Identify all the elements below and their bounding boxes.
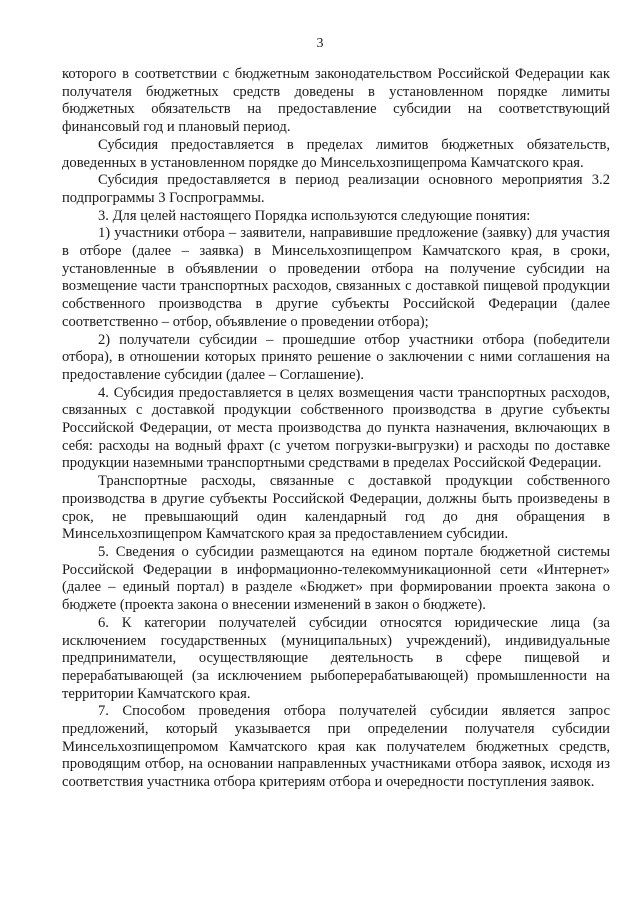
page-number: 3 [316,36,324,51]
paragraph-item-3-1: 1) участники отбора – заявители, направившие предложение (заявку) для участия в отборе (далее – заявка) в Минсельхозпищепром Камчатского края, в сроки, установленные в объявлении о проведении отбора на получение субсидии на возмещение части транспортных расходов, связанных с доставкой пищевой продукции собственного производства в другие субъекты Российской Федерации (далее соответственно – отбор, объявление о проведении отбора); [62,225,610,330]
paragraph-item-5: 5. Сведения о субсидии размещаются на едином портале бюджетной системы Российской Федерации в информационно-телекоммуникационной сети «Интернет» (далее – единый портал) в разделе «Бюджет» при формировании проекта закона о бюджете (проекта закона о внесении изменений в закон о бюджете). [62,543,610,614]
paragraph-subsidy-period: Субсидия предоставляется в период реализации основного мероприятия 3.2 подпрограммы 3 Госпрограммы. [62,172,610,206]
paragraph-subsidy-limits: Субсидия предоставляется в пределах лимитов бюджетных обязательств, доведенных в установленном порядке до Минсельхозпищепрома Камчатского края. [62,136,610,171]
document-body [62,66,610,792]
paragraph-item-6: 6. К категории получателей субсидии относятся юридические лица (за исключением государственных (муниципальных) учреждений), индивидуальные предприниматели, осуществляющие деятельность в сфере пищевой и перерабатывающей (за исключением рыбоперерабатывающей) промышленности на территории Камчатского края. [62,614,610,702]
paragraph-item-7: 7. Способом проведения отбора получателей субсидии является запрос предложений, который указывается при определении получателя субсидии Минсельхозпищепромом Камчатского края как получателем бюджетных средств, проводящим отбор, на основании направленных участниками отбора заявок, исходя из соответствия участника отбора критериям отбора и очередности поступления заявок. [62,703,610,791]
paragraph-item-3-2: 2) получатели субсидии – прошедшие отбор участники отбора (победители отбора), в отношении которых принято решение о заключении с ними соглашения на предоставление субсидии (далее – Соглашение). [62,331,610,383]
paragraph-item-3: 3. Для целей настоящего Порядка используются следующие понятия: [98,207,531,224]
paragraph-transport-costs: Транспортные расходы, связанные с доставкой продукции собственного производства в другие субъекты Российской Федерации, должны быть произведены в срок, не превышающий один календарный год до дня обращения в Минсельхозпищепром Камчатского края за предоставлением субсидии. [62,473,610,543]
paragraph-continuation: которого в соответствии с бюджетным законодательством Российской Федерации как получателя бюджетных средств доведены в установленном порядке лимиты бюджетных обязательств на предоставление субсидии на соответствующий финансовый год и плановый период. [62,66,610,136]
paragraph-item-4: 4. Субсидия предоставляется в целях возмещения части транспортных расходов, связанных с доставкой продукции собственного производства в другие субъекты Российской Федерации, от места производства до пункта назначения, включающих в себя: расходы на водный фрахт (с учетом погрузки-выгрузки) и расходы по доставке продукции наземными транспортными средствами в пределах Российской Федерации. [62,384,610,472]
